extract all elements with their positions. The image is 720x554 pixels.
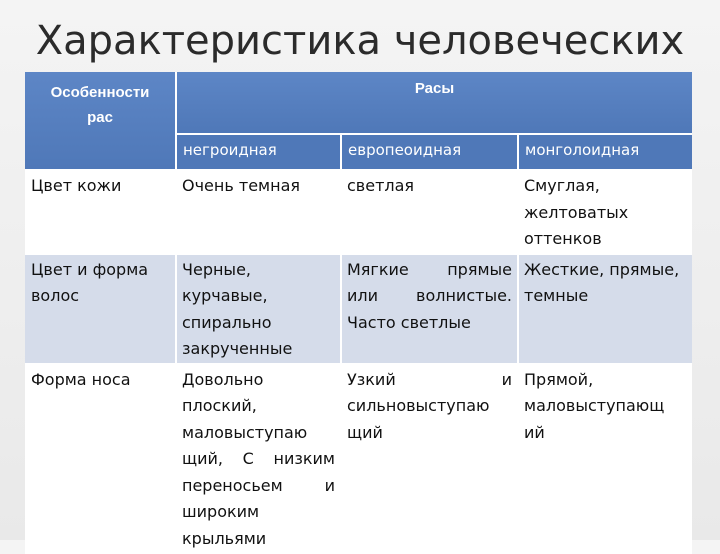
race-header-mongoloid: монголоидная [518, 134, 692, 170]
race-header-caucasoid: европеоидная [341, 134, 518, 170]
feature-hair: Цвет и форма волос [25, 254, 176, 364]
table-row [25, 364, 692, 554]
header-features [25, 72, 176, 170]
table-row [25, 170, 692, 254]
table-cell: Смуглая, желтоватых оттенков [518, 170, 692, 254]
race-characteristics-table [25, 72, 692, 554]
table-cell: Мягкие прямые или волнистые. Часто светлые [341, 254, 518, 364]
header-races: Расы [176, 72, 692, 134]
table-cell: Черные, курчавые, спирально закрученные [176, 254, 341, 364]
feature-skin-color: Цвет кожи [25, 170, 176, 254]
table-cell: Жесткие, прямые, темные [518, 254, 692, 364]
table-row [25, 254, 692, 364]
table-cell: светлая [341, 170, 518, 254]
race-header-negroid: негроидная [176, 134, 341, 170]
table-cell: Довольно плоский, маловыступаю щий, С низким переносьем и широким крыльями [176, 364, 341, 554]
table-cell: Узкий и сильновыступаю щий [341, 364, 518, 554]
header-features-label: Особенности рас [50, 84, 150, 126]
feature-nose: Форма носа [25, 364, 176, 554]
page-title: Характеристика человеческих [35, 18, 685, 64]
table-cell: Прямой, маловыступающ ий [518, 364, 692, 554]
header-row [25, 72, 692, 134]
table-cell: Очень темная [176, 170, 341, 254]
